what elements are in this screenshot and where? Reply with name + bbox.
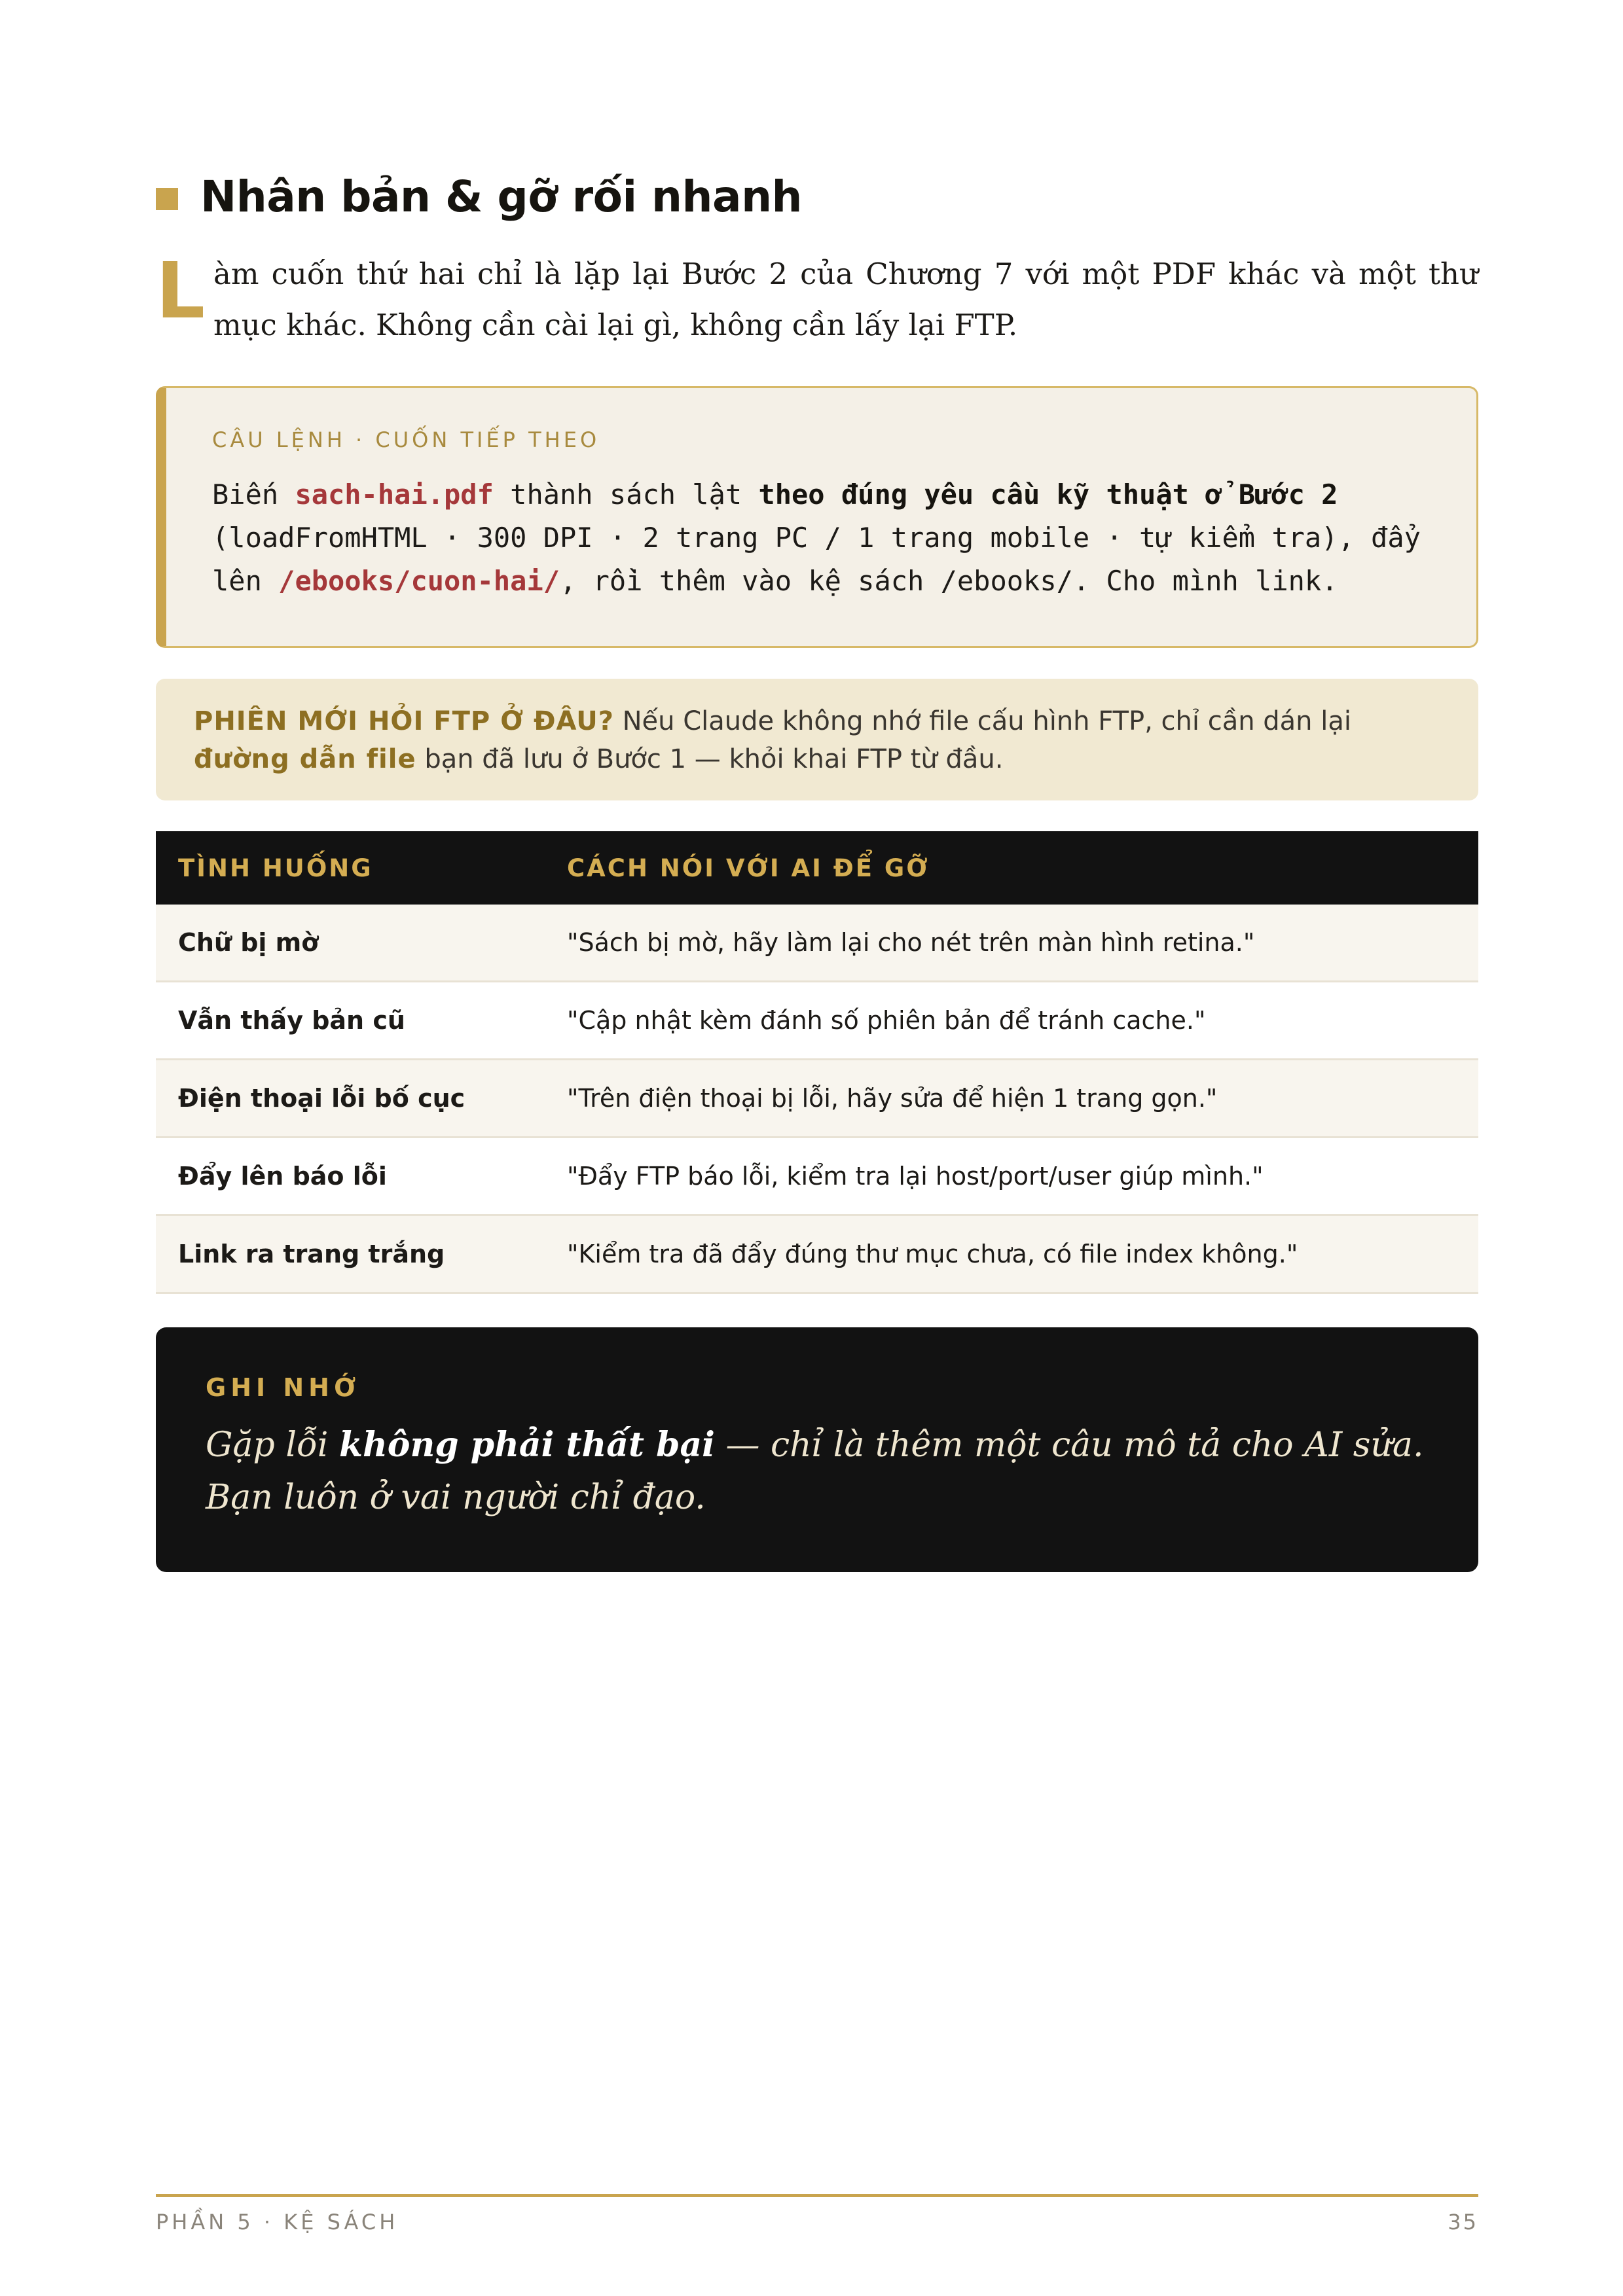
tip-text-part: Nếu Claude không nhớ file cấu hình FTP, chỉ cần dán lại: [613, 706, 1351, 736]
situation-cell: Chữ bị mờ: [156, 905, 545, 982]
table-row: [156, 1215, 1478, 1293]
table-row: [156, 1138, 1478, 1215]
prompt-cell: "Sách bị mờ, hãy làm lại cho nét trên màn hình retina.": [545, 905, 1478, 982]
command-filename: sach-hai.pdf: [295, 478, 494, 511]
tip-lead: PHIÊN MỚI HỎI FTP Ở ĐÂU?: [194, 706, 614, 736]
command-spec: theo đúng yêu cầu kỹ thuật ở Bước 2: [758, 478, 1338, 511]
prompt-cell: "Đẩy FTP báo lỗi, kiểm tra lại host/port/user giúp mình.": [545, 1138, 1478, 1215]
page-number: 35: [1448, 2210, 1478, 2234]
reminder-label: GHI NHỚ: [206, 1373, 361, 1402]
table-row: [156, 905, 1478, 982]
tip-text-part: bạn đã lưu ở Bước 1 — khỏi khai FTP từ đầu.: [416, 744, 1004, 774]
table-row: [156, 1060, 1478, 1138]
prompt-cell: "Trên điện thoại bị lỗi, hãy sửa để hiện 1 trang gọn.": [545, 1060, 1478, 1138]
command-text-part: , rồi thêm vào kệ sách /ebooks/. Cho mình link.: [560, 565, 1338, 597]
situation-cell: Đẩy lên báo lỗi: [156, 1138, 545, 1215]
command-folder: /ebooks/cuon-hai/: [278, 565, 560, 597]
reminder-text: [206, 1419, 1436, 1524]
reminder-text-part: Gặp lỗi: [206, 1426, 339, 1465]
table-header-row: [156, 831, 1478, 905]
tip-emphasis: đường dẫn file: [194, 744, 416, 774]
situation-cell: Vẫn thấy bản cũ: [156, 982, 545, 1060]
drop-cap: L: [156, 245, 206, 336]
section-title: Nhân bản & gỡ rối nhanh: [200, 171, 803, 222]
table-row: [156, 982, 1478, 1060]
column-header-prompt: CÁCH NÓI VỚI AI ĐỂ GỠ: [545, 831, 1478, 905]
section-heading: [156, 164, 802, 229]
reminder-text-part: — chỉ là thêm một câu mô tả cho AI sửa. Bạn luôn ở vai người chỉ đạo.: [206, 1426, 1424, 1517]
prompt-cell: "Kiểm tra đã đẩy đúng thư mục chưa, có file index không.": [545, 1215, 1478, 1293]
command-text-part: thành sách lật: [493, 478, 759, 511]
command-box: [156, 386, 1478, 648]
command-text-part: (loadFromHTML · 300 DPI · 2 trang PC / 1 trang mobile · tự kiểm tra), đẩy lên: [212, 522, 1421, 597]
intro-paragraph: [156, 245, 1478, 351]
situation-cell: Link ra trang trắng: [156, 1215, 545, 1293]
troubleshooting-table: [156, 831, 1478, 1294]
footer-section: PHẦN 5 · KỆ SÁCH: [156, 2210, 399, 2234]
command-label: CÂU LỆNH · CUỐN TIẾP THEO: [212, 427, 600, 452]
heading-bullet-square: [156, 188, 178, 210]
column-header-situation: TÌNH HUỐNG: [156, 831, 545, 905]
tip-note: [156, 679, 1478, 800]
reminder-box: [156, 1327, 1478, 1572]
intro-text: àm cuốn thứ hai chỉ là lặp lại Bước 2 của Chương 7 với một PDF khác và một thư mục khác. Không cần cài lại gì, không cần lấy lại FTP.: [213, 257, 1478, 342]
reminder-emphasis: không phải thất bại: [338, 1425, 715, 1465]
command-text: [212, 473, 1443, 603]
footer-divider: [156, 2194, 1478, 2197]
situation-cell: Điện thoại lỗi bố cục: [156, 1060, 545, 1138]
prompt-cell: "Cập nhật kèm đánh số phiên bản để tránh cache.": [545, 982, 1478, 1060]
tip-text: [194, 702, 1440, 778]
command-text-part: Biến: [212, 478, 295, 511]
